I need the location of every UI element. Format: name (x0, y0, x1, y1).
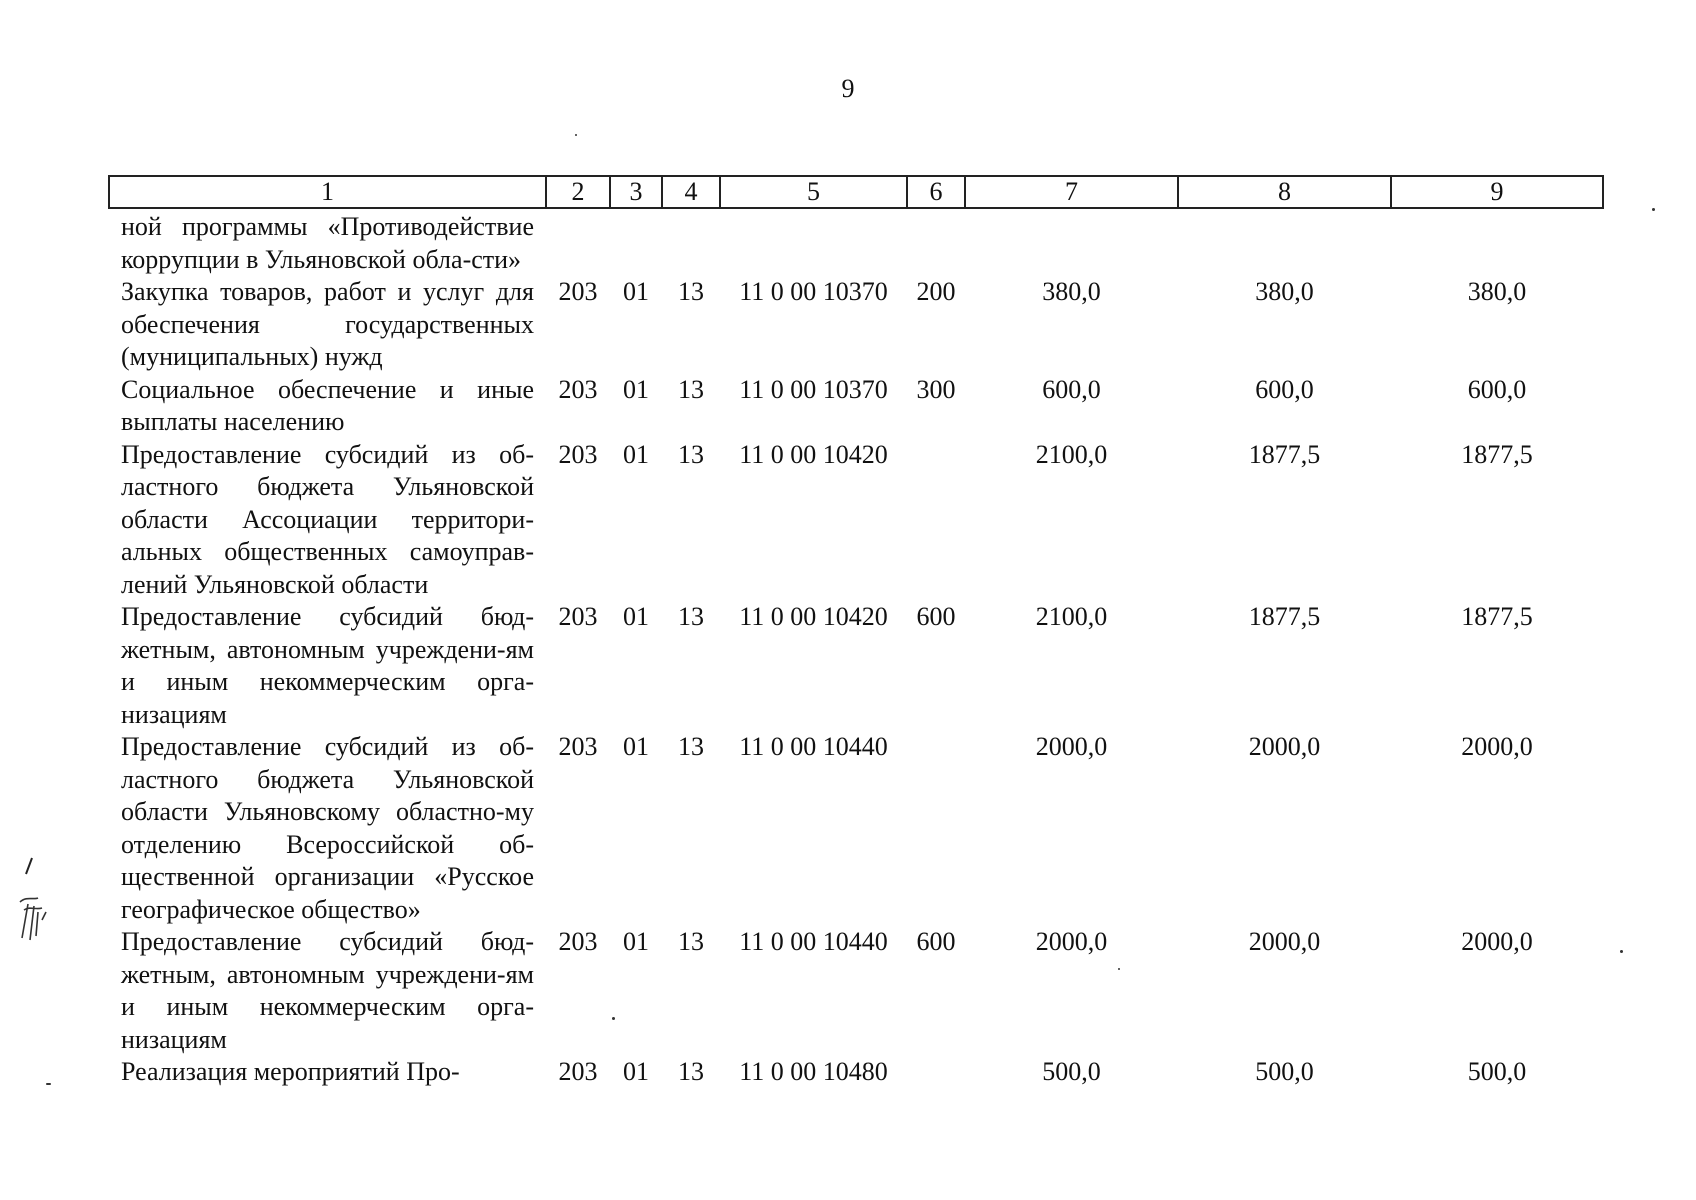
cell-col4: 13 (678, 277, 704, 306)
cell-col5: 11 0 00 10420 (739, 439, 888, 469)
column-header: 4 (662, 176, 720, 208)
cell-col9: 1877,5 (1461, 602, 1533, 631)
scan-speck (46, 1083, 51, 1085)
row-description: Предоставление субсидий бюд-жетным, автономным учреждени-ям и иным некоммерческим орга-низациям (121, 927, 534, 1054)
cell-col6: 600 (916, 927, 956, 956)
cell-col9: 600,0 (1467, 374, 1527, 404)
cell-col9: 2000,0 (1461, 927, 1533, 956)
cell-col8: 2000,0 (1248, 732, 1321, 761)
cell-col4: 13 (678, 439, 704, 469)
table-header-row (109, 176, 1603, 208)
row-description: ной программы «Противодействие коррупции в Ульяновской обла-сти» (121, 212, 534, 274)
column-header: 5 (720, 176, 907, 208)
row-description: Предоставление субсидий из об-ластного бюджета Ульяновской области Ульяновскому областно-му отделению Всероссийской об-щественной организации «Русское географическое общество» (121, 732, 534, 924)
column-header: 3 (610, 176, 662, 208)
handwritten-margin-mark (12, 850, 62, 960)
cell-col5: 11 0 00 10440 (739, 927, 888, 956)
cell-col7: 2000,0 (1035, 927, 1108, 956)
cell-col3: 01 (623, 1057, 649, 1086)
cell-col5 (720, 208, 907, 276)
cell-col7: 2000,0 (1035, 732, 1108, 761)
column-header: 6 (907, 176, 965, 208)
cell-col4: 13 (678, 732, 704, 761)
budget-table (108, 175, 1604, 1089)
table-row (109, 439, 1603, 602)
cell-col8: 1877,5 (1248, 439, 1321, 469)
row-description: Социальное обеспечение и иные выплаты населению (121, 374, 534, 436)
cell-col5: 11 0 00 10440 (739, 732, 888, 761)
cell-col3: 01 (623, 277, 649, 306)
scan-speck (575, 134, 577, 136)
cell-col4: 13 (678, 602, 704, 631)
cell-col6 (907, 439, 965, 602)
cell-col2: 203 (558, 927, 598, 956)
row-description: Реализация мероприятий Про- (121, 1057, 460, 1086)
cell-col6: 600 (916, 602, 956, 631)
cell-col7: 500,0 (1042, 1057, 1101, 1086)
cell-col5: 11 0 00 10480 (739, 1057, 888, 1086)
cell-col3: 01 (623, 927, 649, 956)
table-row (109, 374, 1603, 439)
cell-col5: 11 0 00 10420 (739, 602, 888, 631)
row-description: Закупка товаров, работ и услуг для обеспечения государственных (муниципальных) нужд (121, 277, 534, 371)
scan-speck (612, 1017, 615, 1020)
row-description: Предоставление субсидий из об-ластного бюджета Ульяновской области Ассоциации территори-альных общественных самоуправ-лений Ульяновской области (121, 439, 534, 599)
cell-col8: 1877,5 (1248, 602, 1321, 631)
cell-col3: 01 (623, 732, 649, 761)
scan-speck (1118, 968, 1120, 970)
cell-col9 (1391, 208, 1603, 276)
column-header: 9 (1391, 176, 1603, 208)
table-row (109, 208, 1603, 276)
cell-col3: 01 (623, 439, 649, 469)
cell-col9: 500,0 (1467, 1057, 1527, 1086)
cell-col3: 01 (623, 374, 649, 404)
cell-col4: 13 (678, 927, 704, 956)
cell-col7: 2100,0 (1035, 602, 1108, 631)
scan-speck (1620, 950, 1623, 953)
cell-col2: 203 (558, 439, 598, 469)
cell-col7: 2100,0 (1035, 439, 1108, 469)
column-header: 1 (109, 176, 546, 208)
cell-col9: 1877,5 (1461, 439, 1533, 469)
cell-col9: 380,0 (1467, 277, 1527, 306)
table-row (109, 731, 1603, 926)
column-header: 7 (965, 176, 1178, 208)
table-row (109, 1056, 1603, 1089)
cell-col8: 500,0 (1255, 1057, 1314, 1086)
cell-col2: 203 (558, 374, 598, 404)
cell-col8: 600,0 (1255, 374, 1314, 404)
cell-col9: 2000,0 (1461, 732, 1533, 761)
cell-col8 (1178, 208, 1391, 276)
cell-col6 (907, 731, 965, 926)
scan-speck (1652, 208, 1655, 211)
cell-col4: 13 (678, 374, 704, 404)
cell-col5: 11 0 00 10370 (739, 277, 888, 306)
cell-col4 (662, 208, 720, 276)
cell-col2: 203 (558, 277, 598, 306)
cell-col2: 203 (558, 732, 598, 761)
cell-col7: 380,0 (1042, 277, 1101, 306)
cell-col6: 300 (916, 374, 956, 404)
page-number: 9 (841, 74, 855, 103)
cell-col3 (610, 208, 662, 276)
table-row (109, 276, 1603, 374)
cell-col3: 01 (623, 602, 649, 631)
column-header: 2 (546, 176, 610, 208)
cell-col2 (546, 208, 610, 276)
cell-col8: 380,0 (1255, 277, 1314, 306)
table-row (109, 601, 1603, 731)
cell-col6: 200 (916, 277, 956, 306)
cell-col7 (965, 208, 1178, 276)
table-row (109, 926, 1603, 1056)
cell-col2: 203 (558, 1057, 598, 1086)
cell-col8: 2000,0 (1248, 927, 1321, 956)
row-description: Предоставление субсидий бюд-жетным, автономным учреждени-ям и иным некоммерческим орга-низациям (121, 602, 534, 729)
cell-col4: 13 (678, 1057, 704, 1086)
cell-col5: 11 0 00 10370 (739, 374, 888, 404)
cell-col6 (907, 208, 965, 276)
cell-col6 (907, 1056, 965, 1089)
cell-col2: 203 (558, 602, 598, 631)
cell-col7: 600,0 (1042, 374, 1101, 404)
column-header: 8 (1178, 176, 1391, 208)
